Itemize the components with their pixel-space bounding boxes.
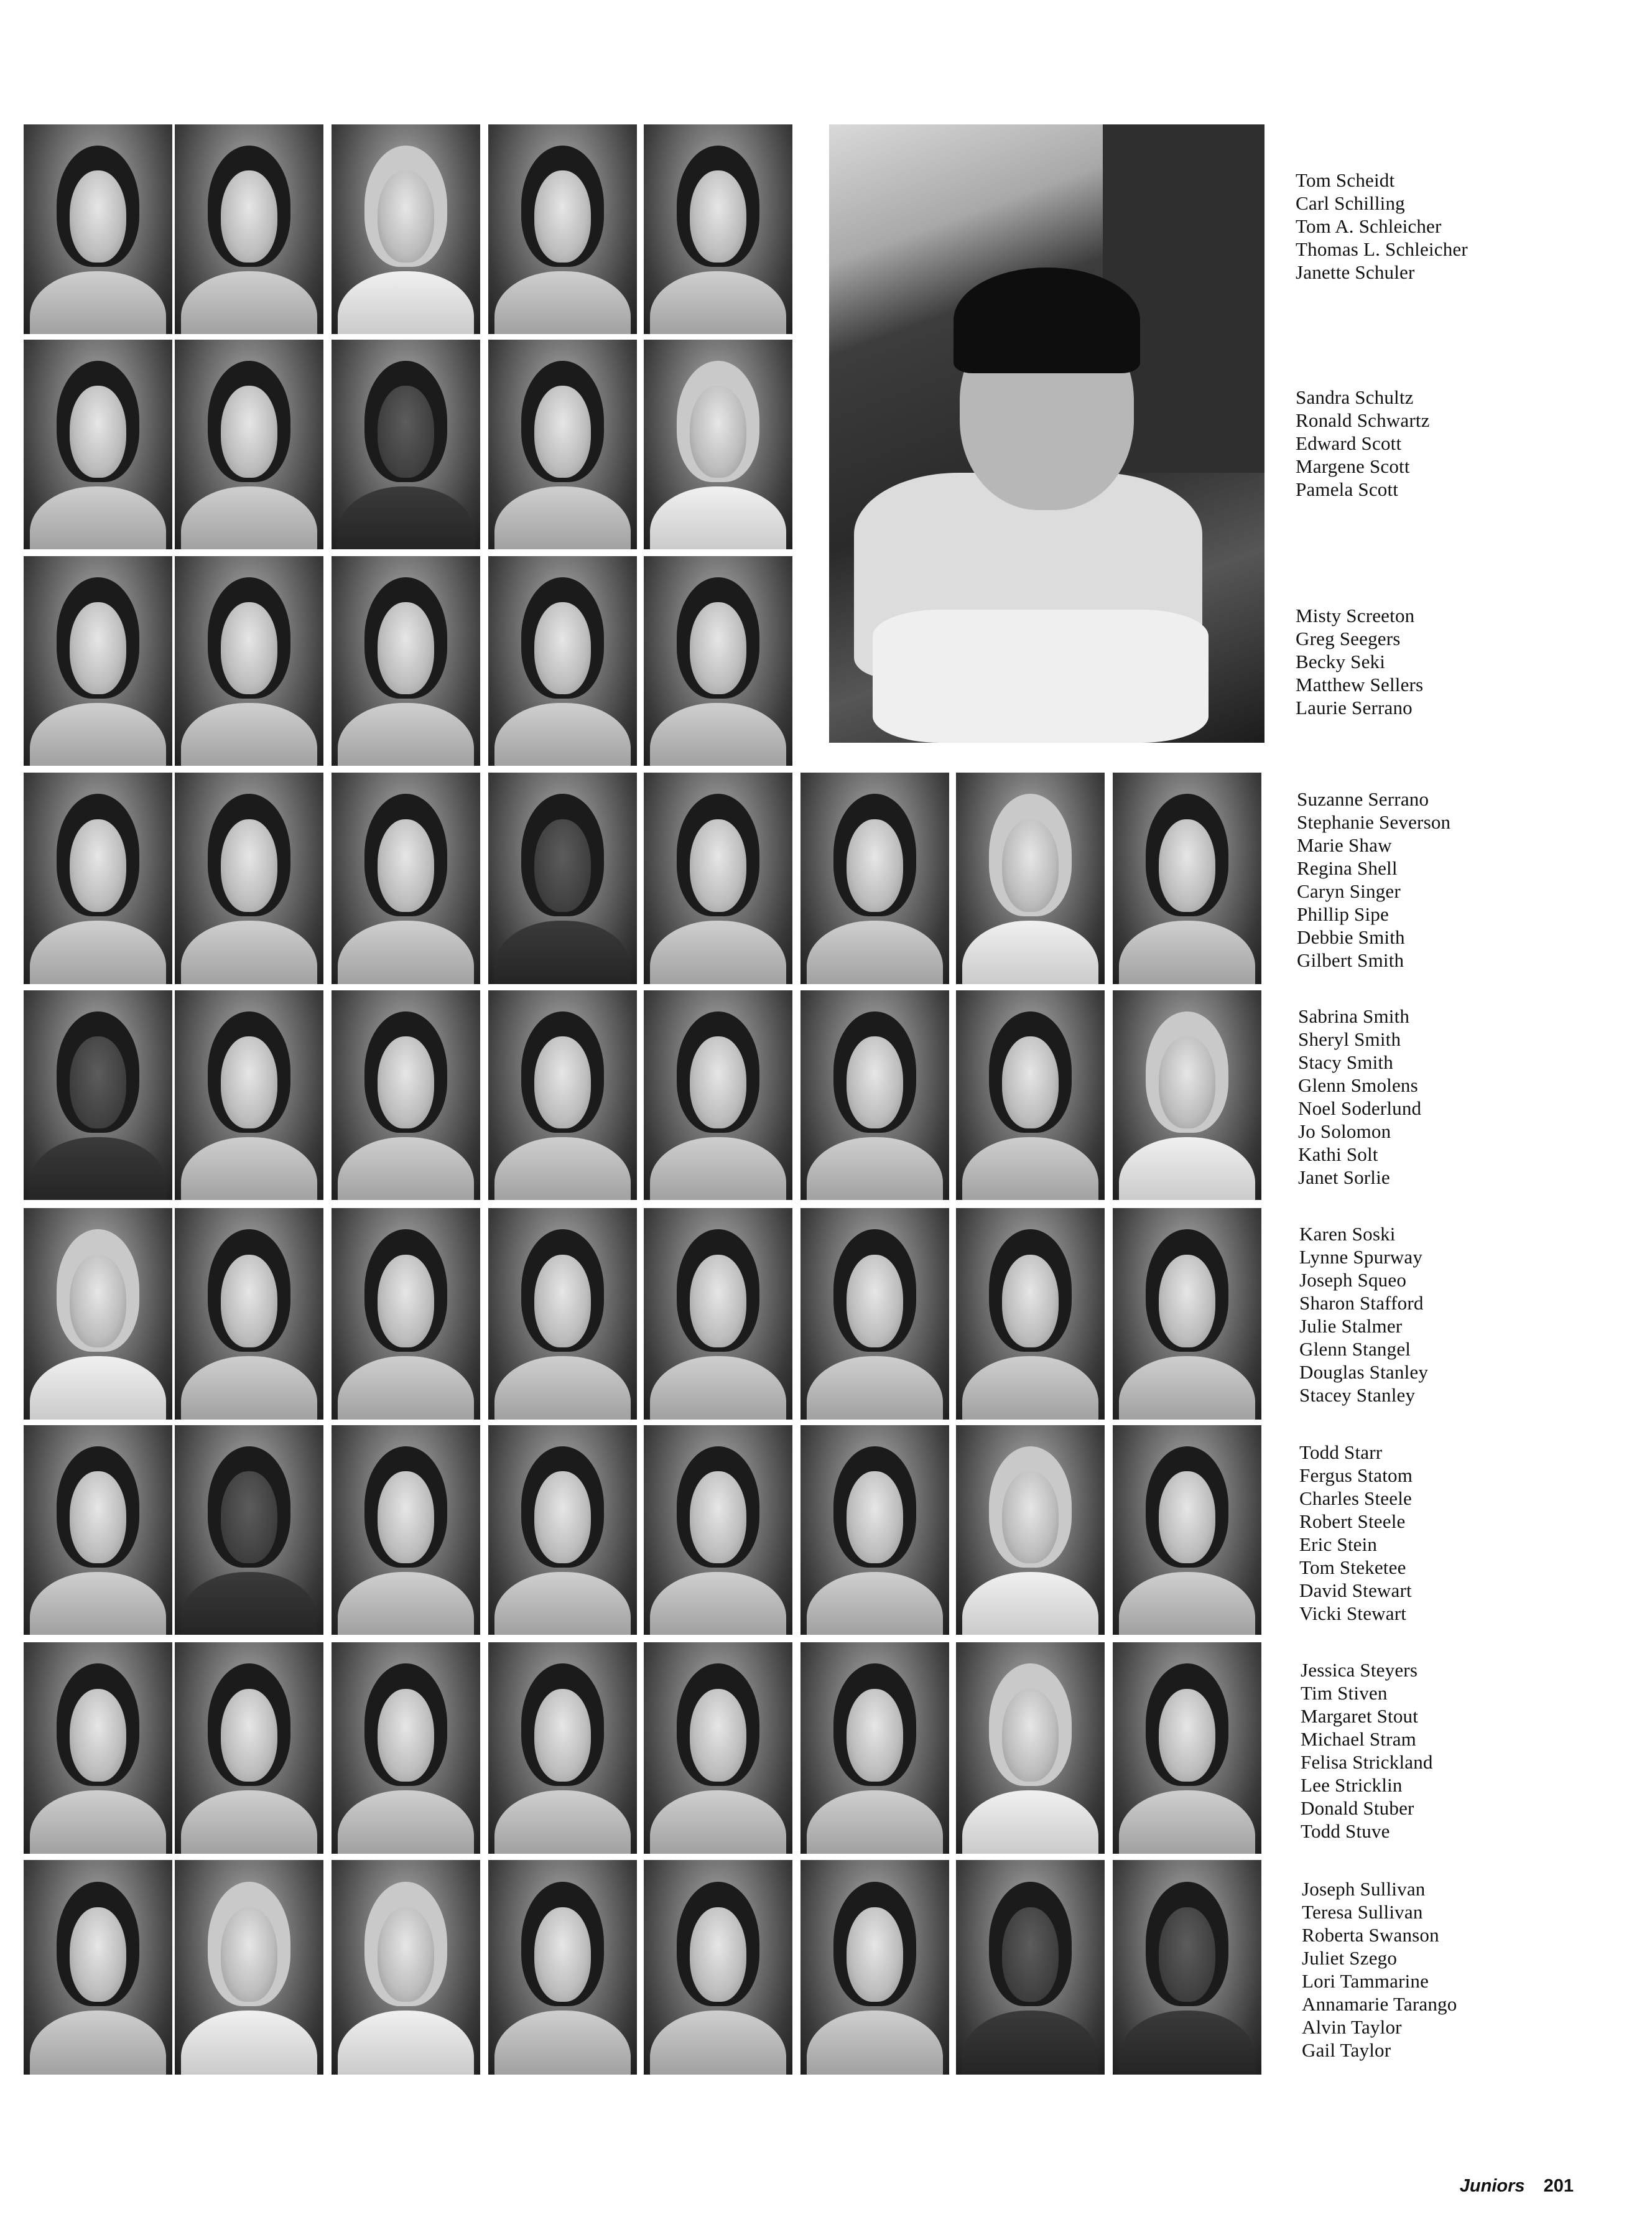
student-portrait	[644, 773, 792, 984]
student-portrait	[332, 556, 480, 766]
student-portrait	[644, 1208, 792, 1420]
student-portrait	[175, 1208, 323, 1420]
student-portrait	[956, 1208, 1105, 1420]
student-name: Karen Soski	[1299, 1223, 1396, 1245]
student-name: Annamarie Tarango	[1302, 1993, 1457, 2015]
student-portrait	[488, 1425, 637, 1635]
student-name: Donald Stuber	[1301, 1797, 1414, 1819]
student-portrait	[956, 990, 1105, 1200]
student-portrait	[1113, 1425, 1261, 1635]
student-portrait	[800, 1208, 949, 1420]
student-name: Todd Starr	[1299, 1441, 1383, 1463]
student-name: Lee Stricklin	[1301, 1774, 1403, 1796]
student-name: Alvin Taylor	[1302, 2016, 1402, 2038]
student-portrait	[1113, 1208, 1261, 1420]
student-name: Gail Taylor	[1302, 2039, 1391, 2061]
student-portrait	[956, 1860, 1105, 2075]
student-portrait	[644, 1425, 792, 1635]
student-portrait	[644, 124, 792, 334]
student-name: Lynne Spurway	[1299, 1246, 1423, 1268]
name-list	[1299, 1222, 1428, 1406]
student-portrait	[800, 1642, 949, 1854]
student-name: Becky Seki	[1296, 651, 1386, 672]
name-list	[1296, 604, 1423, 719]
student-name: Pamela Scott	[1296, 478, 1399, 500]
student-portrait	[175, 340, 323, 549]
student-name: Michael Stram	[1301, 1728, 1416, 1750]
student-name: Juliet Szego	[1302, 1947, 1398, 1969]
student-name: Julie Stalmer	[1299, 1315, 1403, 1337]
student-name: Janet Sorlie	[1298, 1166, 1390, 1188]
student-name: Stacy Smith	[1298, 1051, 1393, 1073]
student-name: Tom Steketee	[1299, 1556, 1406, 1578]
student-name: Carl Schilling	[1296, 192, 1405, 214]
student-portrait	[332, 340, 480, 549]
student-name: Stephanie Severson	[1297, 811, 1451, 833]
student-portrait	[1113, 990, 1261, 1200]
student-name: Joseph Squeo	[1299, 1269, 1407, 1291]
student-portrait	[24, 124, 172, 334]
page-number: 201	[1543, 2176, 1574, 2196]
student-name: Douglas Stanley	[1299, 1361, 1429, 1383]
student-name: Sheryl Smith	[1298, 1028, 1401, 1050]
student-name: Marie Shaw	[1297, 834, 1392, 856]
student-name: Fergus Statom	[1299, 1464, 1413, 1486]
student-portrait	[488, 124, 637, 334]
student-portrait	[332, 1642, 480, 1854]
student-name: Joseph Sullivan	[1302, 1878, 1426, 1900]
student-portrait	[24, 1860, 172, 2075]
student-portrait	[332, 1425, 480, 1635]
student-portrait	[488, 1208, 637, 1420]
student-portrait	[800, 990, 949, 1200]
student-name: Glenn Smolens	[1298, 1074, 1418, 1096]
student-name: Ronald Schwartz	[1296, 409, 1430, 431]
student-name: Tom Scheidt	[1296, 169, 1395, 191]
student-name: Stacey Stanley	[1299, 1384, 1416, 1406]
student-portrait	[24, 1208, 172, 1420]
student-name: Tim Stiven	[1301, 1682, 1388, 1704]
student-name: Suzanne Serrano	[1297, 788, 1429, 810]
student-portrait	[800, 1425, 949, 1635]
student-portrait	[488, 1860, 637, 2075]
student-name: Jo Solomon	[1298, 1120, 1391, 1142]
student-name: Roberta Swanson	[1302, 1924, 1439, 1946]
student-portrait	[175, 1425, 323, 1635]
student-portrait	[175, 773, 323, 984]
student-portrait	[1113, 773, 1261, 984]
student-name: Debbie Smith	[1297, 926, 1405, 948]
student-portrait	[24, 1425, 172, 1635]
name-list	[1302, 1877, 1457, 2062]
student-portrait	[956, 773, 1105, 984]
student-name: Laurie Serrano	[1296, 697, 1413, 718]
student-portrait	[488, 1642, 637, 1854]
student-name: Gilbert Smith	[1297, 949, 1404, 971]
name-list	[1296, 169, 1468, 284]
name-list	[1296, 386, 1430, 501]
student-portrait	[332, 1208, 480, 1420]
student-name: Jessica Steyers	[1301, 1659, 1418, 1681]
student-portrait	[488, 340, 637, 549]
student-portrait	[644, 1860, 792, 2075]
student-portrait	[800, 773, 949, 984]
student-name: Sabrina Smith	[1298, 1005, 1410, 1027]
student-name: Felisa Strickland	[1301, 1751, 1433, 1773]
student-name: Misty Screeton	[1296, 605, 1415, 626]
student-portrait	[800, 1860, 949, 2075]
student-name: David Stewart	[1299, 1579, 1412, 1601]
student-name: Vicki Stewart	[1299, 1602, 1407, 1624]
student-portrait	[175, 556, 323, 766]
student-name: Eric Stein	[1299, 1533, 1378, 1555]
student-portrait	[956, 1425, 1105, 1635]
student-portrait	[175, 990, 323, 1200]
student-name: Charles Steele	[1299, 1487, 1412, 1509]
student-portrait	[175, 124, 323, 334]
student-name: Glenn Stangel	[1299, 1338, 1411, 1360]
student-portrait	[644, 556, 792, 766]
student-name: Kathi Solt	[1298, 1143, 1378, 1165]
student-portrait	[1113, 1860, 1261, 2075]
student-portrait	[332, 773, 480, 984]
student-portrait	[332, 990, 480, 1200]
student-name: Margaret Stout	[1301, 1705, 1419, 1727]
candid-photo	[829, 124, 1265, 743]
section-label: Juniors	[1459, 2176, 1525, 2196]
student-portrait	[332, 1860, 480, 2075]
name-list	[1297, 788, 1450, 972]
student-portrait	[488, 990, 637, 1200]
student-portrait	[24, 556, 172, 766]
student-portrait	[24, 1642, 172, 1854]
name-list	[1298, 1005, 1421, 1189]
student-portrait	[644, 340, 792, 549]
student-name: Edward Scott	[1296, 432, 1402, 454]
student-portrait	[24, 773, 172, 984]
student-portrait	[644, 990, 792, 1200]
student-name: Todd Stuve	[1301, 1820, 1390, 1842]
student-portrait	[175, 1860, 323, 2075]
student-name: Margene Scott	[1296, 455, 1410, 477]
student-name: Robert Steele	[1299, 1510, 1406, 1532]
student-name: Thomas L. Schleicher	[1296, 238, 1468, 260]
student-name: Noel Soderlund	[1298, 1097, 1422, 1119]
student-portrait	[1113, 1642, 1261, 1854]
student-portrait	[644, 1642, 792, 1854]
student-portrait	[24, 990, 172, 1200]
student-name: Sandra Schultz	[1296, 386, 1414, 408]
name-list	[1299, 1441, 1413, 1625]
name-list	[1301, 1658, 1433, 1843]
student-portrait	[332, 124, 480, 334]
student-name: Caryn Singer	[1297, 880, 1401, 902]
student-portrait	[488, 773, 637, 984]
student-name: Janette Schuler	[1296, 261, 1415, 283]
page-footer	[1460, 2176, 1574, 2197]
student-portrait	[175, 1642, 323, 1854]
student-portrait	[24, 340, 172, 549]
student-portrait	[956, 1642, 1105, 1854]
student-name: Greg Seegers	[1296, 628, 1401, 649]
student-name: Lori Tammarine	[1302, 1970, 1429, 1992]
student-name: Regina Shell	[1297, 857, 1398, 879]
student-portrait	[488, 556, 637, 766]
student-name: Matthew Sellers	[1296, 674, 1424, 695]
student-name: Teresa Sullivan	[1302, 1901, 1423, 1923]
student-name: Sharon Stafford	[1299, 1292, 1424, 1314]
student-name: Tom A. Schleicher	[1296, 215, 1442, 237]
student-name: Phillip Sipe	[1297, 903, 1389, 925]
